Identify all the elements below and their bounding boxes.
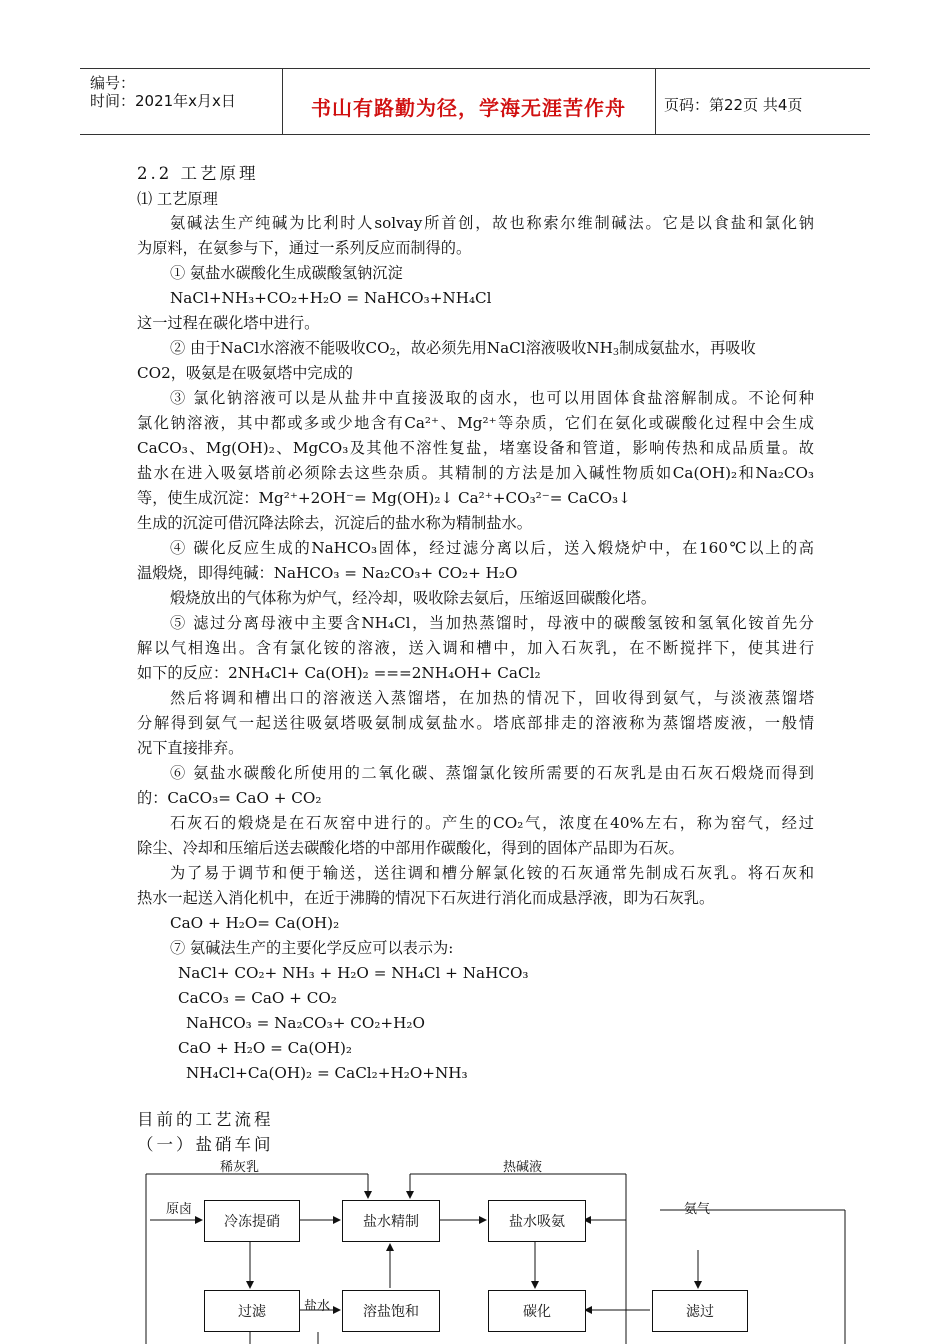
text-run: ，故必须先用NaCl溶液吸收NH bbox=[395, 339, 613, 357]
header-motto: 书山有路勤为径，学海无涯苦作舟 bbox=[311, 96, 626, 120]
paragraph-line: 分解得到氨气一起送往吸氨塔吸氨制成氨盐水。塔底部排走的溶液称为蒸馏塔废液，一般情 bbox=[137, 714, 814, 732]
paragraph-line: 热水一起送入消化机中，在近于沸腾的情况下石灰进行消化而成悬浮液，即为石灰乳。 bbox=[137, 889, 715, 907]
flow-label-ammonia: 氨气 bbox=[684, 1202, 711, 1217]
paragraph-line: 盐水在进入吸氨塔前必须除去这些杂质。其精制的方法是加入碱性物质如Ca(OH)₂和Na₂CO₃ bbox=[137, 464, 814, 482]
paragraph-line: 除尘、冷却和压缩后送去碳酸化塔的中部用作碳酸化，得到的固体产品即为石灰。 bbox=[137, 839, 684, 857]
sub-title: ⑴ 工艺原理 bbox=[137, 190, 218, 208]
step-title: ① 氨盐水碳酸化生成碳酸氢钠沉淀 bbox=[170, 264, 403, 282]
equation: CaO + H₂O = Ca(OH)₂ bbox=[178, 1039, 352, 1057]
current-flow-title: 目前的工艺流程 bbox=[137, 1110, 274, 1129]
paragraph-line: ⑤ 滤过分离母液中主要含NH₄Cl，当加热蒸馏时，母液中的碳酸氢铵和氢氧化铵首先分 bbox=[170, 614, 814, 632]
paragraph-line: 氨碱法生产纯碱为比利时人solvay所首创，故也称索尔维制碱法。它是以食盐和氯化钠 bbox=[170, 214, 814, 232]
paragraph-line: ⑥ 氨盐水碳酸化所使用的二氧化碳、蒸馏氯化铵所需要的石灰乳是由石灰石煅烧而得到 bbox=[170, 764, 814, 782]
flow-box-freeze: 冷冻提硝 bbox=[204, 1200, 300, 1242]
flow-box-filter2: 滤过 bbox=[652, 1290, 748, 1332]
text-run: ② 由于NaCl水溶液不能吸收CO bbox=[170, 339, 390, 357]
flow-label-brine: 盐水 bbox=[304, 1299, 331, 1314]
paragraph-line: 的：CaCO₃= CaO + CO₂ bbox=[137, 789, 322, 807]
equation: NaHCO₃ = Na₂CO₃+ CO₂+H₂O bbox=[186, 1014, 425, 1032]
equation: CaO + H₂O= Ca(OH)₂ bbox=[170, 914, 340, 932]
flow-box-filter1: 过滤 bbox=[204, 1290, 300, 1332]
paragraph-line: 这一过程在碳化塔中进行。 bbox=[137, 314, 320, 332]
paragraph-line: 然后将调和槽出口的溶液送入蒸馏塔，在加热的情况下，回收得到氨气，与淡液蒸馏塔 bbox=[170, 689, 814, 707]
paragraph-line: ② 由于NaCl水溶液不能吸收$CO_2$，故必须先用NaCl溶液吸收$NH_3$制成氨盐水，再吸收 bbox=[170, 339, 756, 358]
flow-box-absorb: 盐水吸氨 bbox=[488, 1200, 586, 1242]
paragraph-line: 煅烧放出的气体称为炉气，经冷却，吸收除去氨后，压缩返回碳酸化塔。 bbox=[170, 589, 656, 607]
section-title: 2.2 工艺原理 bbox=[137, 164, 259, 183]
header-date: 时间：2021年x月x日 bbox=[90, 92, 236, 110]
paragraph-line: 温煅烧，即得纯碱：NaHCO₃ = Na₂CO₃+ CO₂+ H₂O bbox=[137, 564, 518, 582]
paragraph-line: 生成的沉淀可借沉降法除去，沉淀后的盐水称为精制盐水。 bbox=[137, 514, 532, 532]
paragraph-line: ④ 碳化反应生成的NaHCO₃固体，经过滤分离以后，送入煅烧炉中，在160℃以上的高 bbox=[170, 539, 814, 557]
paragraph-line: CO2，吸氨是在吸氨塔中完成的 bbox=[137, 364, 353, 382]
paragraph-line: 如下的反应：2NH₄Cl+ Ca(OH)₂ ===2NH₄OH+ CaCl₂ bbox=[137, 664, 541, 682]
paragraph-line: 解以气相逸出。含有氯化铵的溶液，送入调和槽中，加入石灰乳，在不断搅拌下，使其进行 bbox=[137, 639, 814, 657]
workshop-title: （一）盐硝车间 bbox=[137, 1135, 274, 1154]
paragraph-line: 等，使生成沉淀：Mg²⁺+2OH⁻= Mg(OH)₂↓ Ca²⁺+CO₃²⁻= CaCO₃↓ bbox=[137, 489, 631, 507]
paragraph-line: 氯化钠溶液，其中都或多或少地含有Ca²⁺、Mg²⁺等杂质，它们在氨化或碳酸化过程中会生成 bbox=[137, 414, 814, 432]
paragraph-line: ③ 氯化钠溶液可以是从盐井中直接汲取的卤水，也可以用固体食盐溶解制成。不论何种 bbox=[170, 389, 814, 407]
paragraph-line: CaCO₃、Mg(OH)₂、MgCO₃及其他不溶性复盐，堵塞设备和管道，影响传热和成品质量。故 bbox=[137, 439, 814, 457]
equation: CaCO₃ = CaO + CO₂ bbox=[178, 989, 337, 1007]
equation: NaCl+NH₃+CO₂+H₂O = NaHCO₃+NH₄Cl bbox=[170, 289, 492, 307]
equation: NH₄Cl+Ca(OH)₂ = CaCl₂+H₂O+NH₃ bbox=[186, 1064, 468, 1082]
header-page-number: 页码：第22页 共4页 bbox=[664, 96, 803, 114]
paragraph-line: 况下直接排弃。 bbox=[137, 739, 244, 757]
step-title: ⑦ 氨碱法生产的主要化学反应可以表示为: bbox=[170, 939, 454, 957]
paragraph-line: 为了易于调节和便于输送，送往调和槽分解氯化铵的石灰通常先制成石灰乳。将石灰和 bbox=[170, 864, 814, 882]
flow-label-hot-alkali: 热碱液 bbox=[503, 1160, 543, 1175]
text-run: 制成氨盐水，再吸收 bbox=[618, 339, 756, 357]
flow-box-dissolve: 溶盐饱和 bbox=[342, 1290, 440, 1332]
equation: NaCl+ CO₂+ NH₃ + H₂O = NH₄Cl + NaHCO₃ bbox=[178, 964, 529, 982]
flow-label-dilute-lime: 稀灰乳 bbox=[220, 1160, 260, 1175]
flow-box-refine: 盐水精制 bbox=[342, 1200, 440, 1242]
header-number-label: 编号： bbox=[90, 74, 136, 92]
flow-label-raw-brine: 原卤 bbox=[166, 1202, 193, 1217]
paragraph-line: 石灰石的煅烧是在石灰窑中进行的。产生的CO₂气，浓度在40%左右，称为窑气，经过 bbox=[170, 814, 814, 832]
paragraph-line: 为原料，在氨参与下，通过一系列反应而制得的。 bbox=[137, 239, 472, 257]
flow-box-carbon: 碳化 bbox=[488, 1290, 586, 1332]
